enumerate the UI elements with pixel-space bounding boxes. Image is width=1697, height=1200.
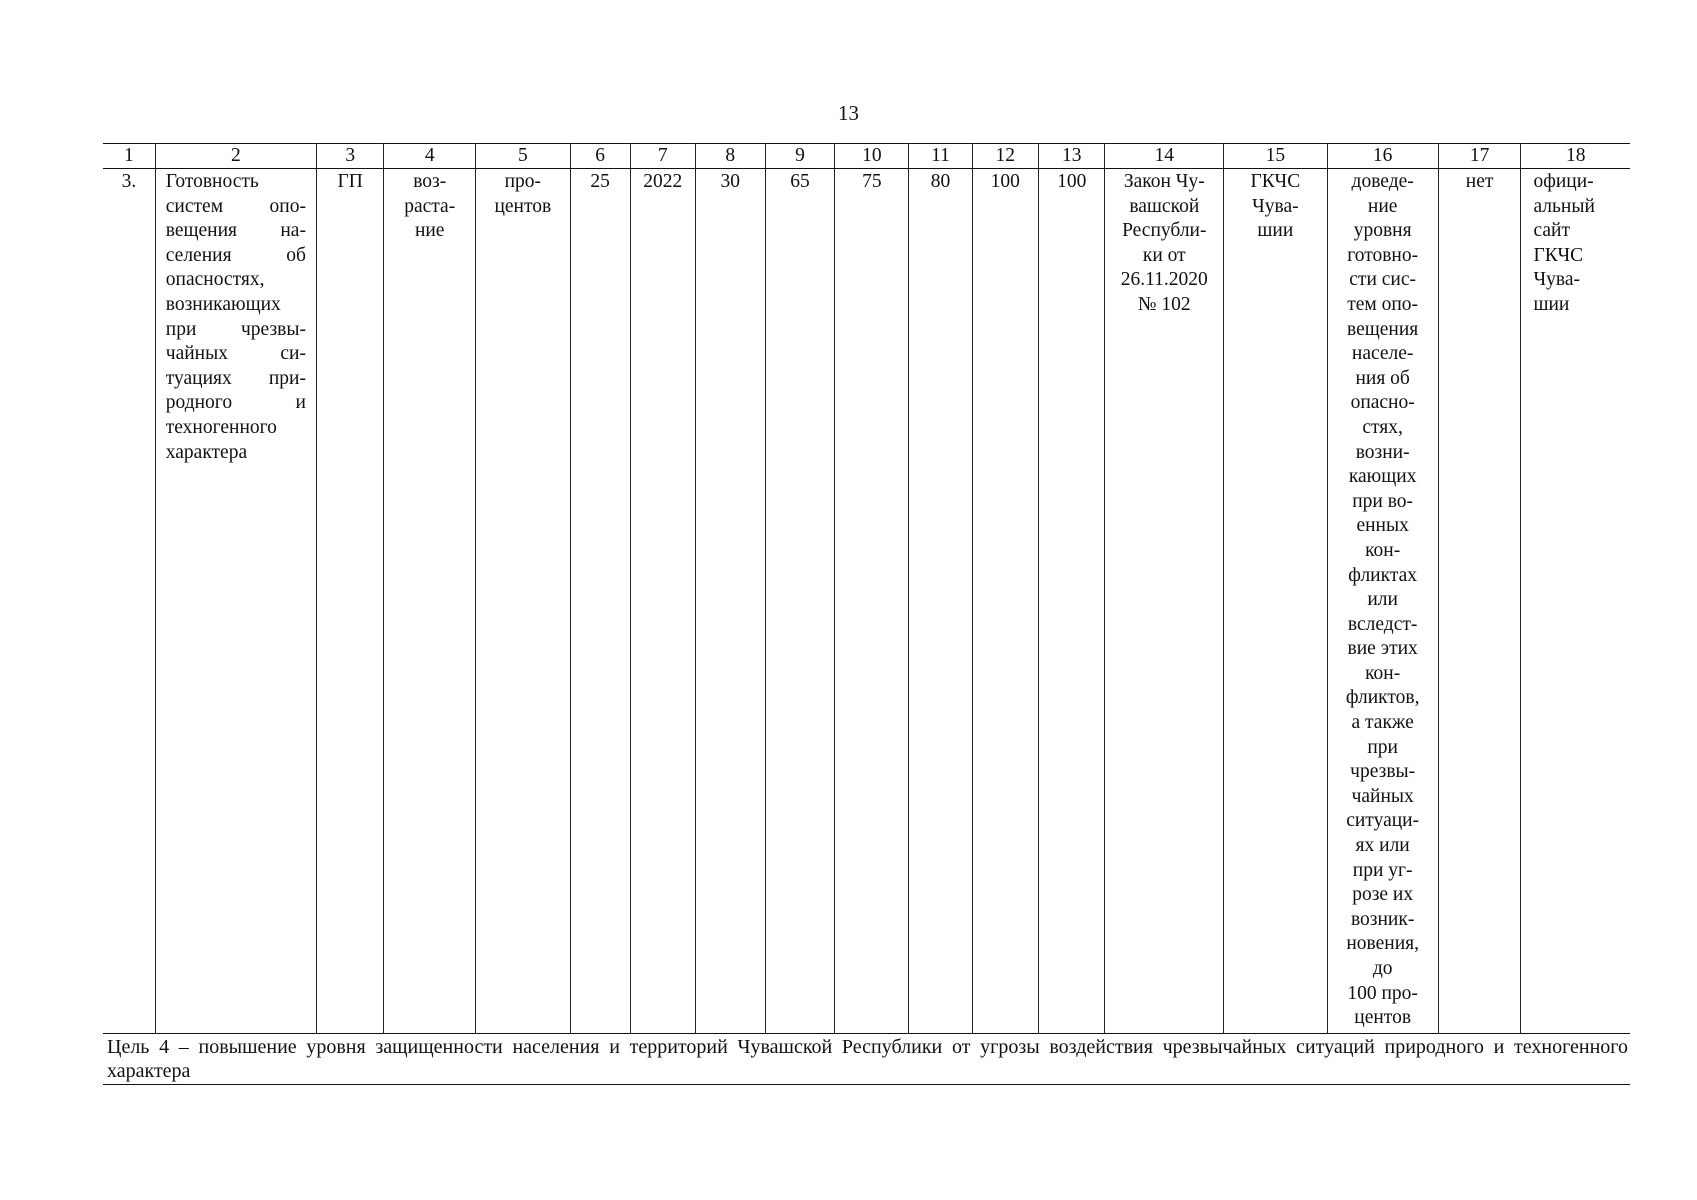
trend-cell: воз- раста- ние <box>384 169 475 1034</box>
column-number: 8 <box>695 144 765 169</box>
value-cell: 75 <box>835 169 909 1034</box>
column-numbers-row <box>103 144 1630 169</box>
column-number: 10 <box>835 144 909 169</box>
program-type-cell: ГП <box>316 169 384 1034</box>
page-number: 13 <box>838 101 859 125</box>
description-cell: доведе- ние уровня готовно- сти сис- тем опо- вещения населе- ния об опасно- стях, возни- кающих при во- енных кон- фликтах или вследст- вие этих кон- фликтов, а также при чрезвы- чайных ситуаци- ях или при уг- розе их возник- новения, до 100 про- центов <box>1327 169 1438 1034</box>
value-cell: 65 <box>765 169 835 1034</box>
flag-cell: нет <box>1438 169 1521 1034</box>
column-number: 1 <box>103 144 155 169</box>
value-cell: 100 <box>972 169 1038 1034</box>
indicator-name-cell: Готовность систем опо-вещения на-селения об опасностях, возникающих при чрезвы-чайных си-туациях при-родного и техногенного характера <box>155 169 316 1034</box>
column-number: 6 <box>570 144 630 169</box>
column-number: 2 <box>155 144 316 169</box>
column-number: 13 <box>1039 144 1105 169</box>
value-cell: 30 <box>695 169 765 1034</box>
value-cell: 25 <box>570 169 630 1034</box>
value-cell: 100 <box>1039 169 1105 1034</box>
column-number: 3 <box>316 144 384 169</box>
column-number: 18 <box>1521 144 1630 169</box>
goal-text: Цель 4 – повышение уровня защищенности населения и территорий Чувашской Республики от угрозы воздействия чрезвычайных ситуаций природного и техногенного характера <box>103 1034 1630 1085</box>
source-cell: офици- альный сайт ГКЧС Чува- шии <box>1521 169 1630 1034</box>
indicators-table <box>103 143 1630 1085</box>
column-number: 16 <box>1327 144 1438 169</box>
table-row <box>103 169 1630 1034</box>
column-number: 9 <box>765 144 835 169</box>
column-number: 11 <box>909 144 972 169</box>
row-number-cell: 3. <box>103 169 155 1034</box>
unit-cell: про- центов <box>475 169 570 1034</box>
value-cell: 80 <box>909 169 972 1034</box>
legal-basis-cell: Закон Чу- вашской Республи- ки от 26.11.2020 № 102 <box>1105 169 1224 1034</box>
column-number: 17 <box>1438 144 1521 169</box>
column-number: 15 <box>1224 144 1327 169</box>
goal-row <box>103 1034 1630 1085</box>
column-number: 5 <box>475 144 570 169</box>
year-cell: 2022 <box>630 169 695 1034</box>
column-number: 14 <box>1105 144 1224 169</box>
column-number: 7 <box>630 144 695 169</box>
responsible-cell: ГКЧС Чува- шии <box>1224 169 1327 1034</box>
column-number: 4 <box>384 144 475 169</box>
column-number: 12 <box>972 144 1038 169</box>
